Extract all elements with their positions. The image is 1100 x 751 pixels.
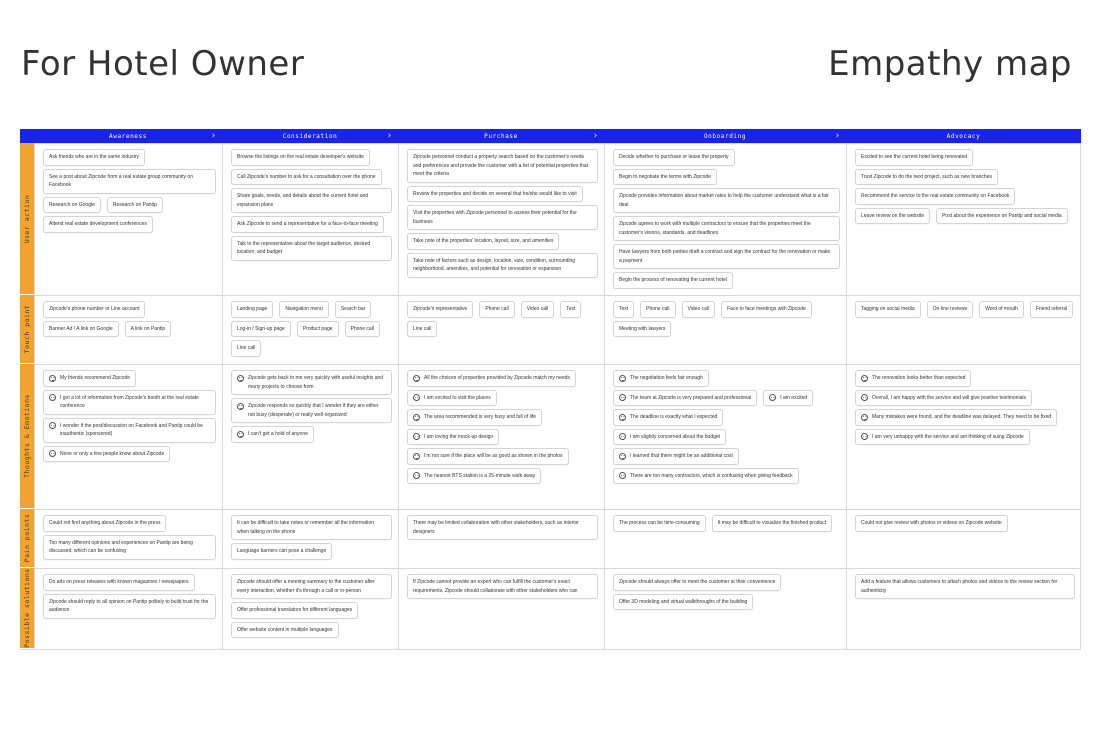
card-text: Take note of the properties' location, layout, size, and amenities <box>413 238 554 244</box>
sticky-card <box>43 321 119 338</box>
card-text: Phone call <box>485 306 509 312</box>
sticky-card <box>721 301 812 318</box>
card-text: I am slightly concerned about the budget <box>630 433 721 440</box>
emotion-card <box>231 398 392 423</box>
smiley-face-icon <box>413 472 420 479</box>
sticky-card <box>231 543 332 560</box>
map-cell <box>604 509 846 568</box>
card-text: Overall, I am happy with the service and will give positive testimonials <box>872 394 1026 401</box>
emotion-card <box>855 390 1032 407</box>
stage-header-advocacy <box>846 129 1081 143</box>
smiley-face-icon <box>413 453 420 460</box>
card-text: Zipcode gets back to me very quickly with useful insights and many projects to choose from <box>248 375 384 390</box>
card-text: Face to face meetings with Zipcode <box>727 306 806 312</box>
map-cell <box>846 364 1081 509</box>
map-cell <box>846 568 1081 649</box>
chevron-right-icon: › <box>593 131 598 141</box>
sticky-card <box>407 186 583 203</box>
map-cell <box>222 295 398 364</box>
card-text: Zipcode should reply to all opinion on Pantip politely to build trust for the audience <box>49 598 209 613</box>
smiley-face-icon <box>861 375 868 382</box>
card-text: Research on Pantip <box>112 201 157 208</box>
sticky-card <box>231 216 384 233</box>
sticky-card <box>43 515 166 532</box>
card-text: Leave review on the website <box>861 212 925 219</box>
sticky-card <box>407 253 598 278</box>
sticky-card <box>43 169 216 194</box>
card-text: Text <box>619 306 629 312</box>
emotion-card <box>43 370 136 387</box>
card-text: The negotiation feels fair enough <box>630 375 703 381</box>
card-text: See a post about Zipcode from a real estate group community on Facebook <box>49 173 193 188</box>
card-text: Offer 3D modeling and virtual walkthroughs of the building <box>619 598 748 605</box>
card-text: Ask Zipcode to send a representative for a face-to-face meeting <box>237 221 378 227</box>
sticky-card <box>43 197 101 214</box>
card-text: Take note of factors such as design, location, size, condition, surrounding neighborhood, amenities, and potential for renovation or expansion <box>413 257 576 272</box>
card-text: Phone call <box>646 306 670 312</box>
card-text: I wonder if the post/discussion on Facebook and Pantip could be inauthentic (sponsored) <box>60 422 203 437</box>
sticky-card <box>613 574 781 591</box>
chevron-right-icon: › <box>211 131 216 141</box>
sticky-card <box>855 208 930 225</box>
row-label-text: Touch point <box>23 304 31 354</box>
sticky-card <box>43 301 145 318</box>
map-cell <box>398 568 604 649</box>
card-text: Add a feature that allows customers to attach photos and videos to the review section for authenticity <box>861 579 1058 594</box>
card-text: Decide whether to purchase or lease the property <box>619 154 729 160</box>
sticky-card <box>231 340 261 357</box>
card-text: Could not find anything about Zipcode in the press <box>49 520 161 526</box>
card-text: Excited to see the current hotel being renovated <box>861 154 968 160</box>
sticky-card <box>682 301 716 318</box>
card-text: Navigation menu <box>285 306 323 312</box>
map-cell <box>604 143 846 295</box>
smiley-face-icon <box>413 433 420 440</box>
sticky-card <box>107 197 163 214</box>
card-text: I got a lot of information from Zipcode's booth at the real estate conference <box>60 394 199 409</box>
sticky-card <box>279 301 329 318</box>
sticky-card <box>407 301 473 318</box>
sticky-card <box>613 149 735 166</box>
card-text: Recommend the service to the real estate community on Facebook <box>861 193 1010 199</box>
emotion-card <box>613 429 726 446</box>
smiley-face-icon <box>619 375 626 382</box>
card-text: Many mistakes were found, and the deadline was delayed. They need to be fixed <box>872 414 1052 420</box>
card-text: None or only a few people know about Zipcode <box>60 450 165 457</box>
card-text: Zipcode's representative <box>413 306 468 312</box>
sticky-card <box>43 149 145 166</box>
emotion-card <box>43 390 216 415</box>
sticky-card <box>613 169 717 186</box>
map-cell <box>846 295 1081 364</box>
card-text: On-line reviews <box>932 306 968 312</box>
card-text: Do ads on press releases with known magazines / newspapers <box>49 579 189 585</box>
card-text: I learned that there might be an additional cost <box>630 453 733 459</box>
card-text: Word of mouth <box>985 306 1018 312</box>
card-text: Post about the experience on Pantip and social media <box>942 212 1062 219</box>
row-label-possible-solutions <box>20 568 34 649</box>
sticky-card <box>855 301 921 318</box>
grid-corner <box>20 129 34 143</box>
smiley-face-icon <box>769 394 776 401</box>
card-text: Share goals, needs, and details about the current hotel and expansion plans <box>237 193 369 208</box>
smiley-face-icon <box>619 394 626 401</box>
sticky-card <box>979 301 1024 318</box>
smiley-face-icon <box>49 375 56 382</box>
card-text: I am excited to visit the places <box>424 394 491 401</box>
card-text: Product page <box>302 325 333 332</box>
card-text: Meeting with lawyers <box>619 325 666 332</box>
sticky-card <box>231 602 358 619</box>
row-label-text: Thoughts & Emotions <box>23 394 31 478</box>
card-text: The process can be time-consuming <box>619 520 700 526</box>
card-text: Tagging on social media <box>861 306 915 312</box>
sticky-card <box>855 574 1075 599</box>
sticky-card <box>125 321 171 338</box>
map-cell <box>398 143 604 295</box>
map-cell <box>222 364 398 509</box>
sticky-card <box>231 321 291 338</box>
emotion-card <box>763 390 813 407</box>
stage-header-onboarding <box>604 129 846 143</box>
smiley-face-icon <box>861 433 868 440</box>
sticky-card <box>613 272 733 289</box>
sticky-card <box>613 594 753 611</box>
card-text: I'm not sure if the place will be as good as shown in the photos <box>424 453 563 459</box>
empathy-map-grid <box>20 129 1081 650</box>
card-text: Begin to negotiate the terms with Zipcode <box>619 173 711 180</box>
emotion-card <box>231 370 392 395</box>
map-cell <box>222 509 398 568</box>
sticky-card <box>231 515 392 540</box>
map-cell <box>398 509 604 568</box>
sticky-card <box>43 535 216 560</box>
map-cell <box>398 364 604 509</box>
card-text: Offer website content in multiple languages <box>237 626 333 633</box>
stage-label: Advocacy <box>946 132 981 140</box>
sticky-card <box>855 188 1015 205</box>
card-text: I am loving the mock-up design <box>424 433 494 440</box>
stage-label: Onboarding <box>703 132 747 140</box>
map-title: Empathy map <box>828 44 1072 84</box>
smiley-face-icon <box>619 433 626 440</box>
chevron-right-icon: › <box>835 131 840 141</box>
card-text: Visit the properties with Zipcode personnel to assess their potential for the business <box>413 210 577 225</box>
sticky-card <box>1030 301 1073 318</box>
stage-label: Purchase <box>484 132 518 140</box>
stage-label: Awareness <box>109 132 147 140</box>
smiley-face-icon <box>413 414 420 421</box>
card-text: Zipcode responds so quickly that I wonder if they are either not busy (desperate) or really well-organized <box>248 403 379 418</box>
map-cell <box>222 143 398 295</box>
sticky-card <box>855 169 998 186</box>
sticky-card <box>855 515 1008 532</box>
page-title: For Hotel Owner <box>21 44 305 84</box>
card-text: Line call <box>237 345 256 351</box>
sticky-card <box>407 233 559 250</box>
card-text: Video call <box>526 306 549 312</box>
card-text: There are too many contractors, which is confusing when giving feedback <box>630 472 793 479</box>
card-text: Zipcode's phone number or Line account <box>49 306 140 312</box>
sticky-card <box>613 216 840 241</box>
card-text: A link on Pantip <box>130 325 166 332</box>
smiley-face-icon <box>619 472 626 479</box>
sticky-card <box>335 301 371 318</box>
card-text: It may be difficult to visualize the finished product <box>717 520 827 526</box>
emotion-card <box>855 370 971 387</box>
map-cell <box>222 568 398 649</box>
map-cell <box>34 295 222 364</box>
row-label-text: Pain points <box>23 513 31 563</box>
smiley-face-icon <box>237 431 244 438</box>
card-text: Line call <box>413 325 432 332</box>
card-text: The deadline is exactly what I expected <box>630 414 718 420</box>
map-cell <box>604 295 846 364</box>
sticky-card <box>345 321 380 338</box>
stage-header-consideration <box>222 129 398 143</box>
map-cell <box>34 364 222 509</box>
sticky-card <box>613 301 634 318</box>
sticky-card <box>407 515 598 540</box>
card-text: I am very unhappy with the service and am thinking of suing Zipcode <box>872 433 1024 440</box>
card-text: Video call <box>687 306 710 312</box>
card-text: Zipcode should offer a meeting summary to the customer after every interaction, whether it's through a call or in-person <box>237 579 375 594</box>
sticky-card <box>521 301 555 318</box>
emotion-card <box>613 370 709 387</box>
card-text: Begin the process of renovating the current hotel <box>619 277 727 283</box>
card-text: Have lawyers from both parties draft a contract and sign the contract for the renovation or make a payment <box>619 249 831 264</box>
sticky-card <box>936 208 1068 225</box>
card-text: Call Zipcode's number to ask for a consultation over the phone <box>237 173 376 180</box>
sticky-card <box>231 169 382 186</box>
card-text: Review the properties and decide on several that he/she would like to visit <box>413 190 577 197</box>
smiley-face-icon <box>413 394 420 401</box>
sticky-card <box>407 574 598 599</box>
row-label-text: User action <box>23 194 31 243</box>
card-text: The nearest BTS station is a 25-minute walk away <box>424 472 536 479</box>
row-label-thoughts-emotions <box>20 364 34 509</box>
map-cell <box>604 364 846 509</box>
card-text: The team at Zipcode is very prepared and professional <box>630 394 752 401</box>
emotion-card <box>855 429 1030 446</box>
emotion-card <box>407 370 576 387</box>
sticky-card <box>613 321 671 338</box>
emotion-card <box>855 409 1057 426</box>
card-text: Attend real estate development conferences <box>49 221 147 227</box>
sticky-card <box>231 574 392 599</box>
card-text: Text <box>566 306 576 312</box>
sticky-card <box>479 301 514 318</box>
smiley-face-icon <box>49 422 56 429</box>
card-text: Zipcode provides information about market rates to help the customer understand what is a fair deal <box>619 193 829 208</box>
sticky-card <box>43 216 153 233</box>
card-text: My friends recommend Zipcode <box>60 375 131 381</box>
card-text: Banner Ad / A link on Google <box>49 325 113 332</box>
card-text: Offer professional translators for different languages <box>237 607 353 613</box>
card-text: Zipcode should always offer to meet the customer at their convenience <box>619 579 776 585</box>
map-cell <box>34 509 222 568</box>
card-text: Friend referral <box>1035 306 1068 312</box>
map-cell <box>34 143 222 295</box>
sticky-card <box>613 515 706 532</box>
sticky-card <box>231 236 392 261</box>
card-text: Zipcode agrees to work with multiple contractors to ensure that the properties meet the customer's visions, standards, and deadlines <box>619 221 811 236</box>
sticky-card <box>613 188 840 213</box>
smiley-face-icon <box>413 375 420 382</box>
sticky-card <box>231 149 370 166</box>
sticky-card <box>927 301 973 318</box>
sticky-card <box>407 149 598 183</box>
smiley-face-icon <box>49 394 56 401</box>
stage-label: Consideration <box>282 132 338 140</box>
row-label-text: Possible solutions <box>23 568 31 648</box>
sticky-card <box>231 301 273 318</box>
sticky-card <box>231 188 392 213</box>
card-text: There may be limited collaboration with other stakeholders, such as interior designers <box>413 520 579 535</box>
stage-header-purchase <box>398 129 604 143</box>
card-text: Browse the listings on the real estate developer's website <box>237 154 364 160</box>
card-text: Landing page <box>237 306 268 312</box>
card-text: Research on Google <box>49 201 95 208</box>
sticky-card <box>231 622 339 639</box>
stage-header-awareness <box>34 129 222 143</box>
emotion-card <box>407 390 497 407</box>
emotion-card <box>43 446 170 463</box>
card-text: Ask friends who are in the same industry <box>49 154 140 160</box>
sticky-card <box>712 515 833 532</box>
card-text: Phone call <box>350 325 374 332</box>
card-text: Search bar <box>340 306 366 312</box>
sticky-card <box>855 149 973 166</box>
emotion-card <box>407 448 569 465</box>
map-cell <box>398 295 604 364</box>
map-cell <box>34 568 222 649</box>
row-label-pain-points <box>20 509 34 568</box>
emotion-card <box>613 390 757 407</box>
emotion-card <box>613 468 799 485</box>
sticky-card <box>613 244 840 269</box>
sticky-card <box>640 301 675 318</box>
sticky-card <box>407 205 598 230</box>
card-text: Zipcode personnel conduct a property search based on the customer's needs and preferences and provide the customer with a list of potential properties that meet the criteria <box>413 154 589 177</box>
smiley-face-icon <box>861 394 868 401</box>
row-label-touch-point <box>20 295 34 364</box>
card-text: All the choices of properties provided by Zipcode match my needs <box>424 375 570 381</box>
card-text: Language barriers can pose a challenge <box>237 548 327 554</box>
smiley-face-icon <box>861 414 868 421</box>
card-text: Trust Zipcode to do the next project, such as new branches <box>861 173 992 180</box>
smiley-face-icon <box>237 375 244 382</box>
emotion-card <box>407 409 542 426</box>
card-text: Too many different opinions and experiences on Pantip are being discussed, which can be confusing <box>49 539 193 554</box>
map-cell <box>846 143 1081 295</box>
emotion-card <box>43 418 216 443</box>
smiley-face-icon <box>619 453 626 460</box>
sticky-card <box>407 321 437 338</box>
card-text: I am excited <box>780 394 808 401</box>
emotion-card <box>613 409 723 426</box>
card-text: It can be difficult to take notes or remember all the information when talking on the phone <box>237 520 374 535</box>
chevron-right-icon: › <box>387 131 392 141</box>
card-text: Log-in / Sign-up page <box>237 325 285 332</box>
emotion-card <box>613 448 739 465</box>
card-text: Could not give review with photos or videos on Zipcode website <box>861 520 1002 526</box>
card-text: The area recommended is very busy and full of life <box>424 414 536 420</box>
sticky-card <box>43 574 195 591</box>
emotion-card <box>407 468 541 485</box>
card-text: Talk to the representative about the target audience, desired location, and budget <box>237 240 371 255</box>
map-cell <box>846 509 1081 568</box>
card-text: I can't get a hold of anyone <box>248 431 308 437</box>
emotion-card <box>407 429 499 446</box>
card-text: The renovation looks better than expected <box>872 375 966 381</box>
sticky-card <box>43 594 216 619</box>
smiley-face-icon <box>619 414 626 421</box>
smiley-face-icon <box>49 450 56 457</box>
emotion-card <box>231 426 314 443</box>
card-text: If Zipcode cannot provide an expert who can fulfill the customer's exact requirements, Zipcode should collaborate with other stakeholders who can <box>413 579 578 594</box>
smiley-face-icon <box>237 403 244 410</box>
sticky-card <box>560 301 581 318</box>
map-cell <box>604 568 846 649</box>
row-label-user-action <box>20 143 34 295</box>
sticky-card <box>297 321 339 338</box>
